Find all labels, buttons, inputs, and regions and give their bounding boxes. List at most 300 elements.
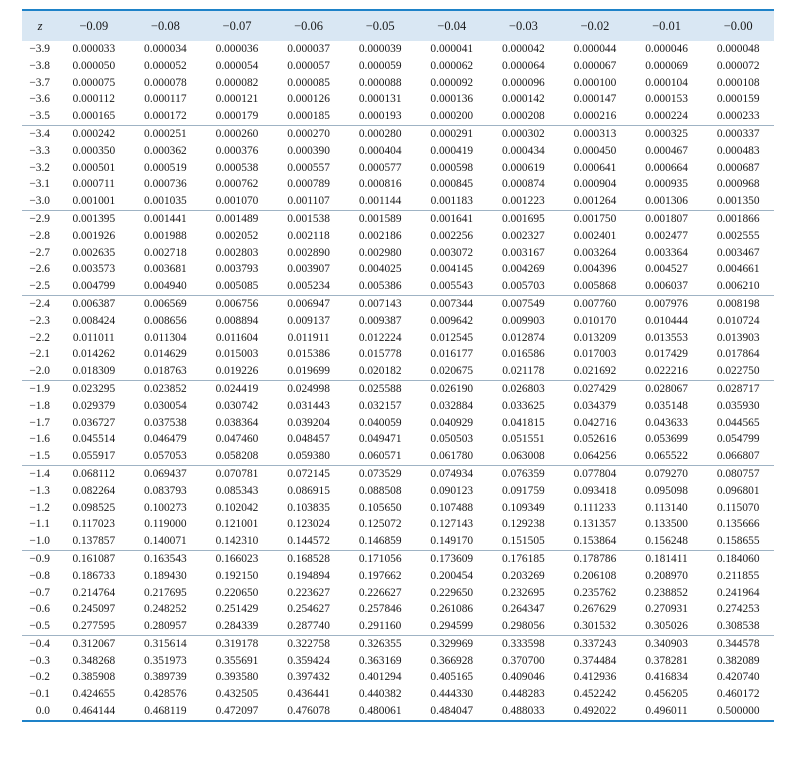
probability-cell: 0.041815 [502, 416, 545, 429]
probability-cell: 0.010444 [645, 314, 688, 327]
probability-cell: 0.484047 [430, 705, 474, 718]
probability-cell: 0.050503 [430, 433, 474, 446]
probability-cell: 0.001070 [215, 195, 259, 208]
probability-cell: 0.009903 [502, 314, 545, 327]
probability-cell: 0.017003 [573, 348, 617, 361]
probability-cell: 0.030054 [144, 399, 187, 412]
column-header: −0.07 [222, 18, 252, 33]
probability-cell: 0.000376 [215, 144, 259, 157]
probability-cell: 0.059380 [287, 450, 330, 463]
probability-cell: 0.488033 [502, 705, 545, 718]
probability-cell: 0.000034 [144, 43, 187, 55]
probability-cell: 0.012874 [502, 331, 545, 344]
probability-cell: 0.119000 [144, 518, 187, 531]
probability-cell: 0.000935 [645, 178, 688, 191]
probability-cell: 0.035148 [645, 399, 688, 412]
probability-cell: 0.412936 [573, 671, 617, 684]
probability-cell: 0.232695 [502, 586, 545, 599]
probability-cell: 0.001750 [559, 210, 631, 227]
probability-cell: 0.093418 [573, 484, 617, 497]
probability-cell: 0.436441 [287, 688, 330, 701]
probability-cell: 0.001441 [130, 210, 202, 227]
table-row [22, 245, 774, 262]
probability-cell: 0.156248 [645, 535, 688, 548]
probability-cell: 0.131357 [573, 518, 617, 531]
probability-cell: 0.000131 [358, 93, 402, 106]
probability-cell: 0.001866 [702, 210, 774, 227]
probability-cell: 0.378281 [645, 654, 688, 667]
table-row [22, 448, 774, 465]
probability-cell: 0.000233 [716, 110, 760, 123]
probability-cell: 0.366928 [430, 654, 474, 667]
probability-cell: 0.280957 [144, 620, 187, 633]
z-value-cell: −2.1 [29, 348, 50, 361]
probability-cell: 0.000501 [72, 161, 116, 174]
probability-cell: 0.063008 [502, 450, 545, 463]
probability-cell: 0.000302 [488, 125, 560, 142]
probability-cell: 0.115070 [717, 501, 760, 514]
table-row [22, 330, 774, 347]
probability-cell: 0.107488 [430, 501, 474, 514]
table-row [22, 58, 774, 75]
probability-cell: 0.000350 [72, 144, 116, 157]
probability-cell: 0.052616 [573, 433, 617, 446]
probability-cell: 0.002186 [358, 229, 402, 242]
probability-cell: 0.086915 [287, 484, 330, 497]
table-row [22, 228, 774, 245]
probability-cell: 0.016586 [502, 348, 545, 361]
probability-cell: 0.091759 [502, 484, 545, 497]
probability-cell: 0.000046 [645, 43, 688, 55]
probability-cell: 0.000112 [72, 93, 115, 106]
probability-cell: 0.003681 [144, 263, 187, 276]
probability-cell: 0.011604 [215, 331, 259, 344]
table-row [22, 193, 774, 210]
probability-cell: 0.034379 [573, 399, 617, 412]
probability-cell: 0.000664 [645, 161, 688, 174]
probability-cell: 0.002327 [502, 229, 545, 242]
probability-cell: 0.492022 [573, 705, 617, 718]
probability-cell: 0.385908 [72, 671, 116, 684]
probability-cell: 0.001306 [645, 195, 688, 208]
table-row [22, 431, 774, 448]
probability-cell: 0.161087 [58, 550, 130, 567]
probability-cell: 0.208970 [645, 569, 688, 582]
probability-cell: 0.000100 [573, 76, 617, 89]
probability-cell: 0.206108 [573, 569, 617, 582]
probability-cell: 0.002052 [215, 229, 259, 242]
probability-cell: 0.359424 [287, 654, 330, 667]
probability-cell: 0.085343 [215, 484, 259, 497]
probability-cell: 0.004145 [430, 263, 474, 276]
probability-cell: 0.000874 [502, 178, 545, 191]
probability-cell: 0.004025 [358, 263, 402, 276]
probability-cell: 0.000736 [144, 178, 187, 191]
probability-cell: 0.397432 [287, 671, 330, 684]
z-column-header: z [37, 18, 43, 33]
probability-cell: 0.069437 [130, 465, 202, 482]
probability-cell: 0.305026 [645, 620, 688, 633]
probability-cell: 0.046479 [144, 433, 187, 446]
table-row [22, 653, 774, 670]
probability-cell: 0.011011 [72, 331, 115, 344]
probability-cell: 0.003467 [716, 246, 760, 259]
probability-cell: 0.109349 [502, 501, 545, 514]
probability-cell: 0.137857 [72, 535, 116, 548]
z-value-cell: −0.9 [22, 550, 58, 567]
probability-cell: 0.006756 [201, 295, 273, 312]
probability-cell: 0.090123 [430, 484, 474, 497]
probability-cell: 0.000185 [287, 110, 330, 123]
probability-cell: 0.270931 [645, 603, 688, 616]
probability-cell: 0.220650 [215, 586, 259, 599]
probability-cell: 0.024419 [201, 380, 273, 397]
column-header: −0.01 [652, 18, 682, 33]
probability-cell: 0.000142 [502, 93, 545, 106]
probability-cell: 0.000067 [573, 59, 617, 72]
probability-cell: 0.005543 [430, 280, 474, 293]
probability-cell: 0.001144 [359, 195, 402, 208]
probability-cell: 0.007549 [488, 295, 560, 312]
table-body [22, 41, 774, 720]
probability-cell: 0.015778 [358, 348, 402, 361]
z-value-cell: −1.6 [29, 433, 50, 446]
probability-cell: 0.001988 [144, 229, 187, 242]
probability-cell: 0.010724 [716, 314, 760, 327]
probability-cell: 0.000968 [716, 178, 760, 191]
probability-cell: 0.351973 [144, 654, 187, 667]
probability-cell: 0.044565 [716, 416, 760, 429]
probability-cell: 0.001264 [573, 195, 617, 208]
z-value-cell: −2.4 [22, 295, 58, 312]
probability-cell: 0.245097 [72, 603, 116, 616]
probability-cell: 0.066807 [716, 450, 760, 463]
z-value-cell: −0.7 [29, 586, 50, 599]
probability-cell: 0.068112 [58, 465, 130, 482]
probability-cell: 0.344578 [702, 635, 774, 652]
probability-cell: 0.016177 [430, 348, 474, 361]
probability-cell: 0.045514 [72, 433, 116, 446]
probability-cell: 0.002256 [430, 229, 474, 242]
probability-cell: 0.000033 [72, 43, 116, 55]
z-value-cell: −1.4 [22, 465, 58, 482]
table-row [22, 669, 774, 686]
probability-cell: 0.432505 [215, 688, 259, 701]
probability-cell: 0.000242 [58, 125, 130, 142]
probability-cell: 0.000337 [702, 125, 774, 142]
probability-cell: 0.000789 [287, 178, 330, 191]
probability-cell: 0.312067 [58, 635, 130, 652]
probability-cell: 0.194894 [287, 569, 330, 582]
column-header: −0.02 [580, 18, 610, 33]
probability-cell: 0.055917 [72, 450, 116, 463]
probability-cell: 0.006947 [273, 295, 345, 312]
table-header [22, 11, 774, 41]
probability-cell: 0.036727 [72, 416, 116, 429]
probability-cell: 0.000041 [430, 43, 474, 55]
probability-cell: 0.049471 [358, 433, 402, 446]
probability-cell: 0.322758 [273, 635, 345, 652]
probability-cell: 0.121001 [215, 518, 259, 531]
probability-cell: 0.000126 [287, 93, 330, 106]
probability-cell: 0.000085 [287, 76, 330, 89]
probability-cell: 0.000042 [502, 43, 545, 55]
probability-cell: 0.129238 [502, 518, 545, 531]
probability-cell: 0.000136 [430, 93, 474, 106]
table-row [22, 415, 774, 432]
z-value-cell: −1.1 [29, 518, 50, 531]
probability-cell: 0.000845 [430, 178, 474, 191]
probability-cell: 0.000538 [215, 161, 259, 174]
probability-cell: 0.000108 [716, 76, 760, 89]
probability-cell: 0.003573 [72, 263, 116, 276]
probability-cell: 0.002980 [358, 246, 402, 259]
probability-cell: 0.308538 [716, 620, 760, 633]
column-header: −0.06 [294, 18, 324, 33]
probability-cell: 0.496011 [645, 705, 688, 718]
probability-cell: 0.001107 [287, 195, 330, 208]
probability-cell: 0.054799 [716, 433, 760, 446]
probability-cell: 0.103835 [287, 501, 330, 514]
probability-cell: 0.008656 [144, 314, 187, 327]
probability-cell: 0.500000 [716, 705, 760, 718]
z-value-cell: −2.3 [29, 314, 50, 327]
table-row [22, 278, 774, 295]
probability-cell: 0.018309 [72, 365, 116, 378]
z-value-cell: 0.0 [35, 705, 50, 718]
probability-cell: 0.040929 [430, 416, 474, 429]
probability-cell: 0.004396 [573, 263, 617, 276]
probability-cell: 0.000069 [645, 59, 688, 72]
probability-cell: 0.007344 [416, 295, 488, 312]
probability-cell: 0.000291 [416, 125, 488, 142]
probability-cell: 0.000519 [144, 161, 187, 174]
table-row [22, 703, 774, 720]
probability-cell: 0.329969 [416, 635, 488, 652]
probability-cell: 0.000483 [716, 144, 760, 157]
probability-cell: 0.100273 [144, 501, 187, 514]
probability-cell: 0.000059 [358, 59, 402, 72]
probability-cell: 0.033625 [502, 399, 545, 412]
probability-cell: 0.000052 [144, 59, 187, 72]
z-value-cell: −3.1 [29, 178, 50, 191]
probability-cell: 0.151505 [502, 535, 545, 548]
z-value-cell: −3.0 [29, 195, 50, 208]
probability-cell: 0.000072 [716, 59, 760, 72]
z-value-cell: −2.7 [29, 246, 50, 259]
column-header: −0.08 [150, 18, 180, 33]
probability-cell: 0.142310 [215, 535, 259, 548]
table-row [22, 261, 774, 278]
probability-cell: 0.001807 [631, 210, 703, 227]
probability-cell: 0.001926 [72, 229, 116, 242]
probability-cell: 0.003167 [502, 246, 545, 259]
probability-cell: 0.014262 [72, 348, 116, 361]
probability-cell: 0.140071 [144, 535, 187, 548]
probability-cell: 0.125072 [358, 518, 402, 531]
probability-cell: 0.000208 [502, 110, 545, 123]
probability-cell: 0.060571 [358, 450, 402, 463]
probability-cell: 0.001641 [416, 210, 488, 227]
probability-cell: 0.000260 [201, 125, 273, 142]
probability-cell: 0.003364 [645, 246, 688, 259]
probability-cell: 0.248252 [144, 603, 187, 616]
probability-cell: 0.166023 [201, 550, 273, 567]
probability-cell: 0.002555 [716, 229, 760, 242]
probability-cell: 0.008424 [72, 314, 116, 327]
probability-cell: 0.000179 [215, 110, 259, 123]
z-value-cell: −1.8 [29, 399, 50, 412]
probability-cell: 0.013903 [716, 331, 760, 344]
probability-cell: 0.005703 [502, 280, 545, 293]
probability-cell: 0.181411 [631, 550, 703, 567]
probability-cell: 0.274253 [716, 603, 760, 616]
z-value-cell: −1.9 [22, 380, 58, 397]
probability-cell: 0.000450 [573, 144, 617, 157]
probability-cell: 0.057053 [144, 450, 187, 463]
probability-cell: 0.012545 [430, 331, 474, 344]
probability-cell: 0.001350 [716, 195, 760, 208]
probability-cell: 0.158655 [716, 535, 760, 548]
column-header: −0.04 [437, 18, 467, 33]
probability-cell: 0.025588 [344, 380, 416, 397]
probability-cell: 0.032884 [430, 399, 474, 412]
probability-cell: 0.022750 [716, 365, 760, 378]
probability-cell: 0.026803 [488, 380, 560, 397]
probability-cell: 0.012224 [358, 331, 402, 344]
probability-cell: 0.038364 [215, 416, 259, 429]
probability-cell: 0.000619 [502, 161, 545, 174]
probability-cell: 0.000598 [430, 161, 474, 174]
probability-cell: 0.135666 [716, 518, 760, 531]
probability-cell: 0.000200 [430, 110, 474, 123]
z-value-cell: −0.1 [29, 688, 50, 701]
probability-cell: 0.460172 [716, 688, 760, 701]
probability-cell: 0.051551 [502, 433, 545, 446]
probability-cell: 0.348268 [72, 654, 116, 667]
header-row [22, 11, 774, 41]
probability-cell: 0.028717 [702, 380, 774, 397]
probability-cell: 0.006387 [58, 295, 130, 312]
probability-cell: 0.000054 [215, 59, 259, 72]
table-row [22, 75, 774, 92]
probability-cell: 0.127143 [430, 518, 474, 531]
probability-cell: 0.017429 [645, 348, 688, 361]
probability-cell: 0.020182 [358, 365, 402, 378]
table-row [22, 568, 774, 585]
probability-cell: 0.000404 [358, 144, 402, 157]
table-row [22, 635, 774, 652]
probability-cell: 0.004661 [716, 263, 760, 276]
probability-cell: 0.002477 [645, 229, 688, 242]
z-value-cell: −1.7 [29, 416, 50, 429]
probability-cell: 0.241964 [716, 586, 760, 599]
table-row [22, 210, 774, 227]
probability-cell: 0.022216 [645, 365, 688, 378]
probability-cell: 0.003793 [215, 263, 259, 276]
probability-cell: 0.287740 [287, 620, 330, 633]
probability-cell: 0.168528 [273, 550, 345, 567]
probability-cell: 0.000711 [72, 178, 115, 191]
z-value-cell: −2.0 [29, 365, 50, 378]
probability-cell: 0.001589 [344, 210, 416, 227]
probability-cell: 0.007143 [344, 295, 416, 312]
probability-cell: 0.000270 [273, 125, 345, 142]
probability-cell: 0.277595 [72, 620, 116, 633]
probability-cell: 0.013553 [645, 331, 688, 344]
table-row [22, 363, 774, 380]
probability-cell: 0.026190 [416, 380, 488, 397]
probability-cell: 0.003072 [430, 246, 474, 259]
probability-cell: 0.004527 [645, 263, 688, 276]
probability-cell: 0.000117 [144, 93, 187, 106]
probability-cell: 0.009387 [358, 314, 402, 327]
probability-cell: 0.082264 [72, 484, 116, 497]
probability-cell: 0.000362 [144, 144, 187, 157]
standard-normal-table [22, 11, 774, 720]
probability-cell: 0.117023 [72, 518, 115, 531]
probability-cell: 0.001183 [430, 195, 473, 208]
probability-cell: 0.000088 [358, 76, 402, 89]
probability-cell: 0.315614 [130, 635, 202, 652]
probability-cell: 0.176185 [488, 550, 560, 567]
z-value-cell: −3.9 [29, 43, 50, 55]
probability-cell: 0.000325 [631, 125, 703, 142]
probability-cell: 0.000172 [144, 110, 187, 123]
probability-cell: 0.005386 [358, 280, 402, 293]
probability-cell: 0.021692 [573, 365, 617, 378]
probability-cell: 0.340903 [631, 635, 703, 652]
probability-cell: 0.018763 [144, 365, 187, 378]
probability-cell: 0.006037 [645, 280, 688, 293]
probability-cell: 0.000419 [430, 144, 474, 157]
probability-cell: 0.000251 [130, 125, 202, 142]
probability-cell: 0.226627 [358, 586, 402, 599]
probability-cell: 0.105650 [358, 501, 402, 514]
probability-cell: 0.006569 [130, 295, 202, 312]
table-row [22, 533, 774, 550]
probability-cell: 0.000147 [573, 93, 617, 106]
table-row [22, 125, 774, 142]
probability-cell: 0.053699 [645, 433, 688, 446]
z-value-cell: −1.5 [29, 450, 50, 463]
column-header: −0.03 [508, 18, 538, 33]
probability-cell: 0.001001 [72, 195, 116, 208]
probability-cell: 0.319178 [201, 635, 273, 652]
probability-cell: 0.440382 [358, 688, 402, 701]
z-value-cell: −3.2 [29, 161, 50, 174]
probability-cell: 0.079270 [631, 465, 703, 482]
probability-cell: 0.000044 [573, 43, 617, 55]
probability-cell: 0.111233 [574, 501, 616, 514]
probability-cell: 0.144572 [287, 535, 330, 548]
probability-cell: 0.098525 [72, 501, 116, 514]
probability-cell: 0.000037 [287, 43, 330, 55]
probability-cell: 0.019699 [287, 365, 330, 378]
probability-cell: 0.416834 [645, 671, 688, 684]
probability-cell: 0.021178 [502, 365, 545, 378]
probability-cell: 0.037538 [144, 416, 187, 429]
probability-cell: 0.072145 [273, 465, 345, 482]
probability-cell: 0.047460 [215, 433, 259, 446]
probability-cell: 0.042716 [573, 416, 617, 429]
probability-cell: 0.251429 [215, 603, 259, 616]
column-header: −0.05 [365, 18, 395, 33]
probability-cell: 0.476078 [287, 705, 330, 718]
probability-cell: 0.030742 [215, 399, 259, 412]
column-header: −0.00 [723, 18, 753, 33]
z-value-cell: −0.3 [29, 654, 50, 667]
